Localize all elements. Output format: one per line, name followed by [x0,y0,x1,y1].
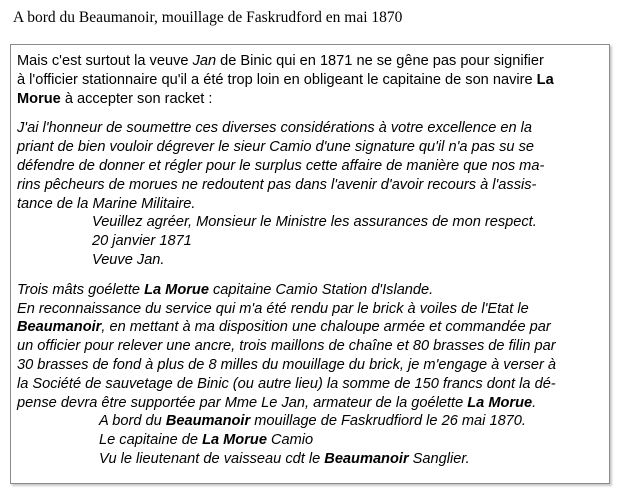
receipt-line-3: Beaumanoir, en mettant à ma disposition une chaloupe armée et commandée par [17,319,551,336]
receipt-line-7: pense devra être supportée par Mme Le Jan, armateur de la goélette La Morue. [17,394,537,411]
letter-line-3: défendre de donner et régler pour le surplus cette affaire de manière que nos ma- [17,157,545,174]
quote-text [17,52,556,469]
intro-line-2: à l'officier stationnaire qu'il a été trop loin en obligeant le capitaine de son navire La [17,71,554,88]
letter-line-1: J'ai l'honneur de soumettre ces diverses considérations à votre excellence en la [17,120,533,137]
receipt-line-6: la Société de sauvetage de Binic (ou autre lieu) la somme de 150 francs dont la dé- [17,375,556,392]
receipt-line-4: un officier pour relever une ancre, trois maillons de chaîne et 80 brasses de filin par [17,338,556,355]
letter-line-5: tance de la Marine Militaire. [17,195,196,212]
receipt-endorsement: Vu le lieutenant de vaisseau cdt le Beaumanoir Sanglier. [99,450,470,467]
receipt-captain-signature: Le capitaine de La Morue Camio [99,432,314,449]
letter-signature: Veuve Jan. [92,251,165,268]
letter-line-4: rins pêcheurs de morues ne redoutent pas dans l'avenir d'avoir recours à l'assis- [17,176,537,193]
letter-closing: Veuillez agréer, Monsieur le Ministre les assurances de mon respect. [92,214,537,231]
receipt-line-1: Trois mâts goélette La Morue capitaine Camio Station d'Islande. [17,281,434,298]
letter-line-2: priant de bien vouloir dégrever le sieur Camio d'une signature qu'il n'a pas su se [17,139,535,156]
receipt-line-2: En reconnaissance du service qui m'a été rendu par le brick à voiles de l'Etat le [17,300,529,317]
receipt-place-date: A bord du Beaumanoir mouillage de Faskrudfiord le 26 mai 1870. [99,413,526,430]
intro-line-3: Morue à accepter son racket : [17,90,213,107]
letter-date: 20 janvier 1871 [92,233,192,250]
intro-line-1: Mais c'est surtout la veuve Jan de Binic qui en 1871 ne se gêne pas pour signifier [17,53,544,69]
page-heading: A bord du Beaumanoir, mouillage de Faskrudford en mai 1870 [13,9,403,26]
receipt-line-5: 30 brasses de fond à plus de 8 milles du mouillage du brick, je m'engage à verser à [17,356,557,373]
